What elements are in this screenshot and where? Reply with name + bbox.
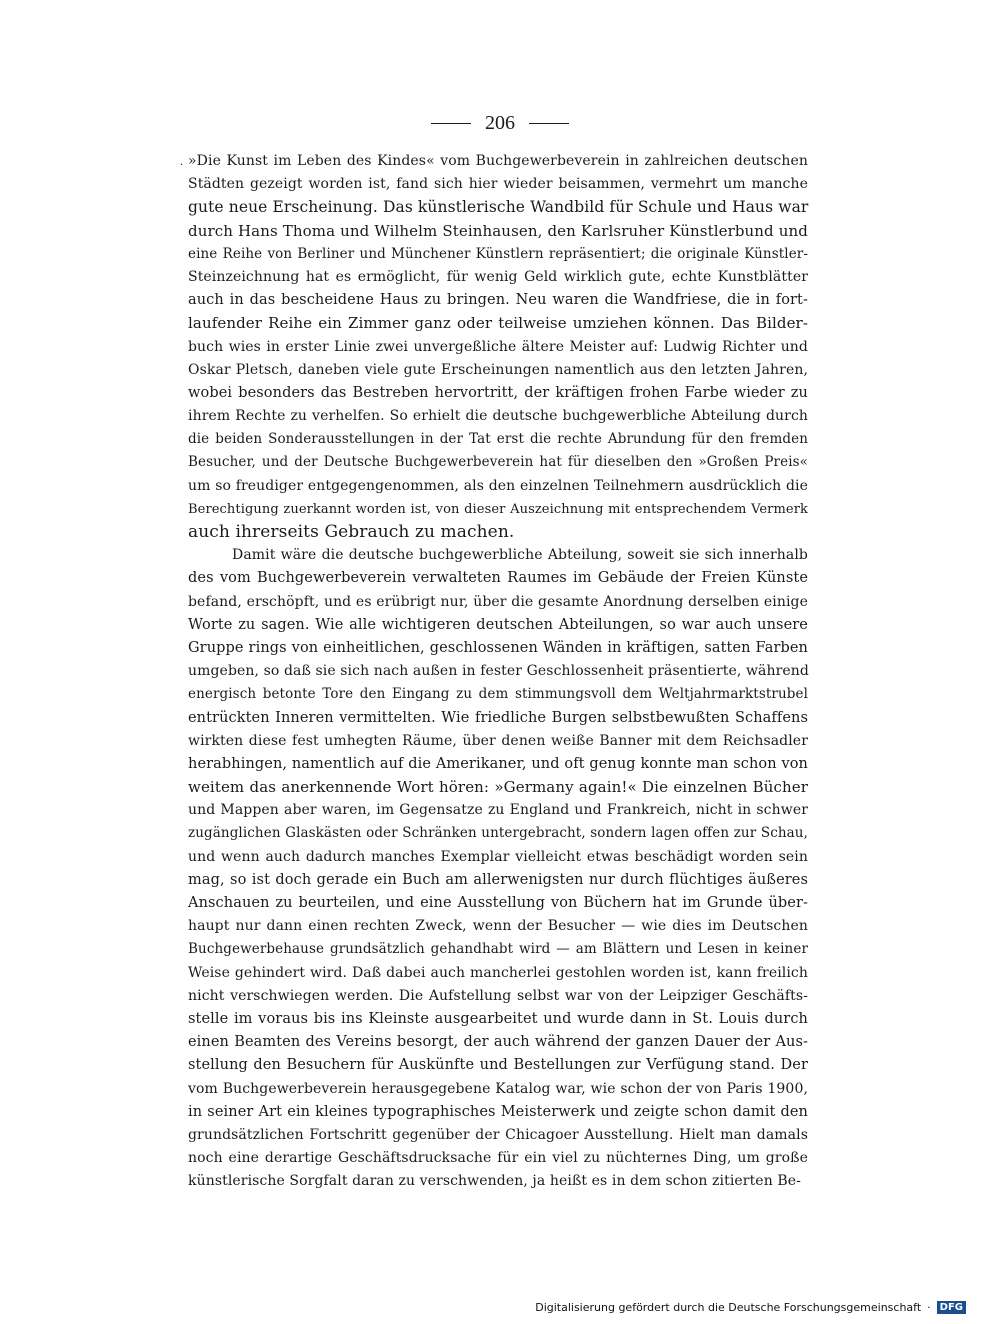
text-line: »Die Kunst im Leben des Kindes« vom Buchgewerbeverein in zahlreichen deutschen xyxy=(188,153,808,169)
text-line: nicht verschwiegen werden. Die Aufstellung selbst war von der Leipziger Geschäfts- xyxy=(188,987,808,1004)
text-line: grundsätzlichen Fortschritt gegenüber der Chicagoer Ausstellung. Hielt man damals xyxy=(188,1126,808,1143)
text-line: buch wies in erster Linie zwei unvergeßliche ältere Meister auf: Ludwig Richter und xyxy=(188,338,808,355)
text-line: herabhingen, namentlich auf die Amerikaner, und oft genug konnte man schon von xyxy=(188,755,808,772)
text-line: ihrem Rechte zu verhelfen. So erhielt die deutsche buchgewerbliche Abteilung durch xyxy=(188,408,808,425)
text-line: einen Beamten des Vereins besorgt, der auch während der ganzen Dauer der Aus- xyxy=(188,1034,808,1051)
body-text xyxy=(188,150,808,1193)
header-rule-left xyxy=(431,123,471,124)
text-line: stelle im voraus bis ins Kleinste ausgearbeitet und wurde dann in St. Louis durch xyxy=(188,1010,808,1027)
text-line: Städten gezeigt worden ist, fand sich hier wieder beisammen, vermehrt um manche xyxy=(188,176,808,193)
text-line: mag, so ist doch gerade ein Buch am allerwenigsten nur durch flüchtiges äußeres xyxy=(188,871,808,888)
text-line: gute neue Erscheinung. Das künstlerische Wandbild für Schule und Haus war xyxy=(188,198,809,217)
text-line: befand, erschöpft, und es erübrigt nur, über die gesamte Anordnung derselben einige xyxy=(188,593,808,610)
text-line: weitem das anerkennende Wort hören: »Germany again!« Die einzelnen Bücher xyxy=(188,778,808,797)
dfg-logo-icon: DFG xyxy=(937,1301,966,1314)
text-line: künstlerische Sorgfalt daran zu verschwenden, ja heißt es in dem schon zitierten Be- xyxy=(188,1173,801,1190)
text-line: noch eine derartige Geschäftsdrucksache für ein viel zu nüchternes Ding, um große xyxy=(188,1150,808,1167)
footer-credit: Digitalisierung gefördert durch die Deutsche Forschungsgemeinschaft xyxy=(535,1301,922,1314)
header-rule-right xyxy=(529,123,569,124)
margin-dot: · xyxy=(180,160,184,171)
text-line: durch Hans Thoma und Wilhelm Steinhausen, den Karlsruher Künstlerbund und xyxy=(188,221,808,240)
text-line: wirkten diese fest umhegten Räume, über denen weiße Banner mit dem Reichsadler xyxy=(188,732,808,749)
text-line: Damit wäre die deutsche buchgewerbliche Abteilung, soweit sie sich innerhalb xyxy=(232,547,808,564)
text-line: Buchgewerbehause grundsätzlich gehandhabt wird — am Blättern und Lesen in keiner xyxy=(188,941,808,958)
text-line: um so freudiger entgegengenommen, als den einzelnen Teilnehmern ausdrücklich die xyxy=(188,477,808,494)
text-line: Worte zu sagen. Wie alle wichtigeren deutschen Abteilungen, so war auch unsere xyxy=(188,616,808,633)
text-line: die beiden Sonderausstellungen in der Tat erst die rechte Abrundung für den fremden xyxy=(188,431,808,448)
text-line: Oskar Pletsch, daneben viele gute Erscheinungen namentlich aus den letzten Jahren, xyxy=(188,361,808,378)
text-line: in seiner Art ein kleines typographisches Meisterwerk und zeigte schon damit den xyxy=(188,1103,808,1120)
text-line: auch ihrerseits Gebrauch zu machen. xyxy=(188,522,515,542)
footer-separator: · xyxy=(927,1301,931,1314)
text-line: umgeben, so daß sie sich nach außen in fester Geschlossenheit präsentierte, während xyxy=(188,663,809,680)
text-line: laufender Reihe ein Zimmer ganz oder teilweise umziehen können. Das Bilder- xyxy=(188,314,808,333)
page-header xyxy=(0,112,1000,135)
paragraph xyxy=(188,150,808,544)
text-line: Anschauen zu beurteilen, und eine Ausstellung von Büchern hat im Grunde über- xyxy=(188,895,808,911)
page-number: 206 xyxy=(485,112,515,134)
text-line: stellung den Besuchern für Auskünfte und Bestellungen zur Verfügung stand. Der xyxy=(188,1057,808,1074)
text-line: eine Reihe von Berliner und Münchener Künstlern repräsentiert; die originale Künstler- xyxy=(188,245,808,262)
text-line: entrückten Inneren vermittelten. Wie friedliche Burgen selbstbewußten Schaffens xyxy=(188,709,808,726)
text-line: vom Buchgewerbeverein herausgegebene Katalog war, wie schon der von Paris 1900, xyxy=(188,1080,808,1097)
text-line: Berechtigung zuerkannt worden ist, von dieser Auszeichnung mit entsprechendem Vermerk xyxy=(188,501,808,517)
text-line: und wenn auch dadurch manches Exemplar vielleicht etwas beschädigt worden sein xyxy=(188,848,808,865)
text-line: auch in das bescheidene Haus zu bringen. Neu waren die Wandfriese, die in fort- xyxy=(188,292,808,309)
text-line: Besucher, und der Deutsche Buchgewerbeverein hat für dieselben den »Großen Preis« xyxy=(188,454,808,471)
text-line: wobei besonders das Bestreben hervortritt, der kräftigen frohen Farbe wieder zu xyxy=(188,384,808,401)
text-line: Gruppe rings von einheitlichen, geschlossenen Wänden in kräftigen, satten Farben xyxy=(188,639,808,656)
text-line: haupt nur dann einen rechten Zweck, wenn der Besucher — wie dies im Deutschen xyxy=(188,918,808,935)
footer-bar xyxy=(535,1301,966,1314)
text-line: des vom Buchgewerbeverein verwalteten Raumes im Gebäude der Freien Künste xyxy=(188,570,808,587)
text-line: Weise gehindert wird. Daß dabei auch mancherlei gestohlen worden ist, kann freilich xyxy=(188,964,808,981)
text-line: Steinzeichnung hat es ermöglicht, für wenig Geld wirklich gute, echte Kunstblätter xyxy=(188,268,808,285)
text-line: energisch betonte Tore den Eingang zu dem stimmungsvoll dem Weltjahrmarktstrubel xyxy=(188,686,808,703)
text-line: und Mappen aber waren, im Gegensatze zu England und Frankreich, nicht in schwer xyxy=(188,802,808,819)
paragraph xyxy=(188,544,808,1193)
text-line: zugänglichen Glaskästen oder Schränken untergebracht, sondern lagen offen zur Schau, xyxy=(188,825,808,842)
